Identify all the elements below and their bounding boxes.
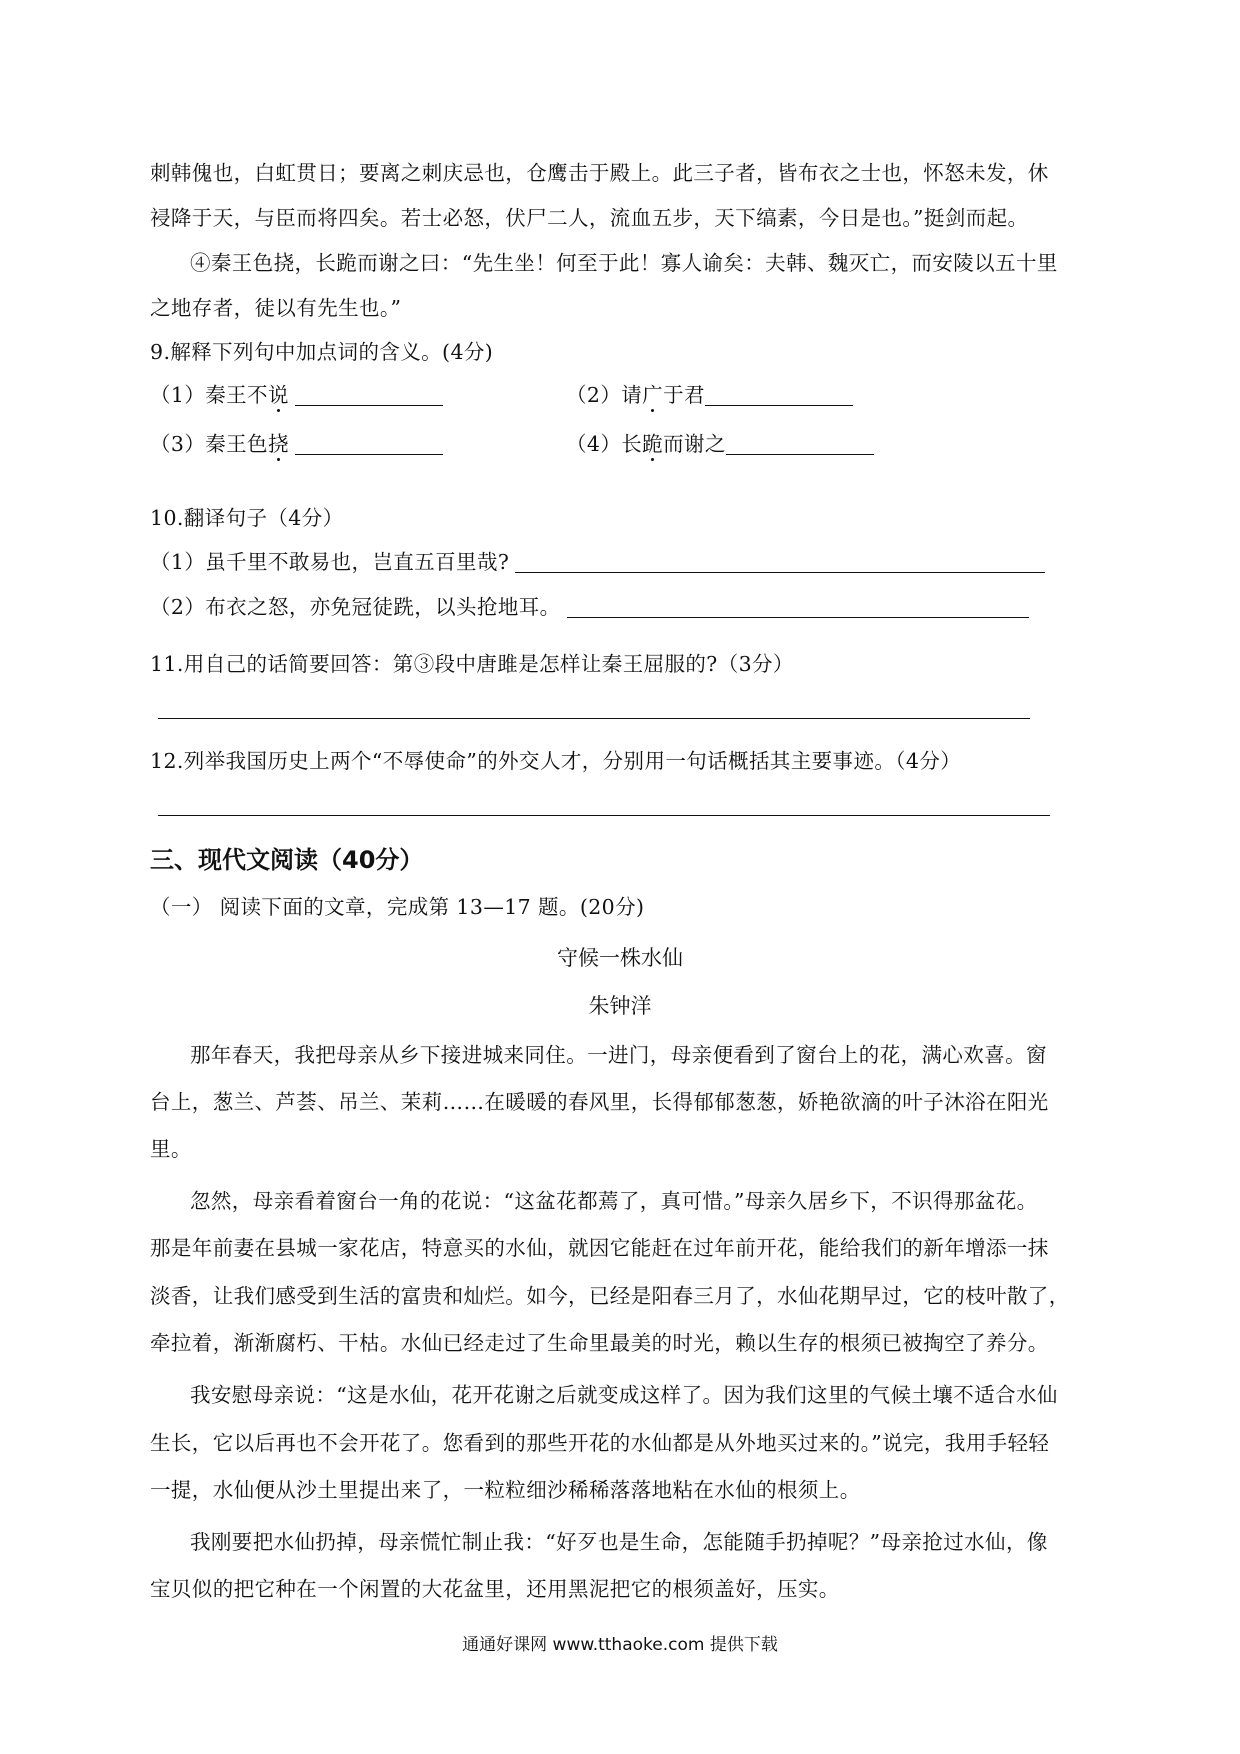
- answer-line[interactable]: [158, 815, 1050, 816]
- page-footer: 通通好课网 www.tthaoke.com 提供下载: [462, 1635, 778, 1655]
- section-heading: 三、现代文阅读（40分）: [150, 846, 424, 874]
- question-9-item-3: （3）秦王色挠: [150, 429, 480, 459]
- article-line: 忽然，母亲看着窗台一角的花说：“这盆花都蔫了，真可惜。”母亲久居乡下，不识得那盆花。: [190, 1189, 1038, 1213]
- passage-line: 刺韩傀也，白虹贯日；要离之刺庆忌也，仓鹰击于殿上。此三子者，皆布衣之士也，怀怒未发，休: [150, 161, 1049, 185]
- question-11-title: 11.用自己的话简要回答：第③段中唐雎是怎样让秦王屈服的?（3分）: [150, 652, 794, 676]
- article-line: 一提，水仙便从沙土里提出来了，一粒粒细沙稀稀落落地粘在水仙的根须上。: [150, 1478, 861, 1502]
- article-line: 那年春天，我把母亲从乡下接进城来同住。一进门，母亲便看到了窗台上的花，满心欢喜。窗: [190, 1043, 1047, 1067]
- question-9-item-4: （4）长跪而谢之: [566, 429, 906, 459]
- answer-blank[interactable]: [705, 383, 853, 406]
- article-line: 台上，葱兰、芦荟、吊兰、茉莉……在暖暖的春风里，长得郁郁葱葱，娇艳欲滴的叶子沐浴在阳光: [150, 1090, 1049, 1114]
- article-line: 里。: [150, 1137, 192, 1161]
- article-line: 淡香，让我们感受到生活的富贵和灿烂。如今，已经是阳春三月了，水仙花期早过，它的枝叶散了，: [150, 1284, 1070, 1308]
- dotted-word: 说: [267, 383, 289, 407]
- answer-line[interactable]: [158, 718, 1030, 719]
- question-10-sentence-1: （1）虽千里不敢易也，岂直五百里哉?: [150, 547, 1100, 577]
- dotted-word: 跪: [642, 432, 664, 456]
- answer-blank[interactable]: [515, 550, 1045, 573]
- answer-blank[interactable]: [567, 595, 1029, 618]
- answer-blank[interactable]: [295, 383, 443, 406]
- passage-line: 祲降于天，与臣而将四矣。若士必怒，伏尸二人，流血五步，天下缟素，今日是也。”挺剑而起。: [150, 206, 1029, 230]
- question-9-title: 9.解释下列句中加点词的含义。(4分): [150, 340, 494, 364]
- question-9-item-1: （1）秦王不说: [150, 380, 480, 410]
- article-line: 那是年前妻在县城一家花店，特意买的水仙，就因它能赶在过年前开花，能给我们的新年增添一抹: [150, 1236, 1049, 1260]
- article-author: 朱钟洋: [588, 994, 652, 1018]
- article-line: 我安慰母亲说：“这是水仙，花开花谢之后就变成这样了。因为我们这里的气候土壤不适合水仙: [190, 1383, 1058, 1407]
- answer-blank[interactable]: [726, 432, 874, 455]
- question-10-title: 10.翻译句子（4分）: [150, 506, 344, 530]
- article-line: 生长，它以后再也不会开花了。您看到的那些开花的水仙都是从外地买过来的。”说完，我用手轻轻: [150, 1431, 1050, 1455]
- dotted-word: 广: [642, 383, 664, 407]
- article-line: 牵拉着，渐渐腐朽、干枯。水仙已经走过了生命里最美的时光，赖以生存的根须已被掏空了养分。: [150, 1331, 1049, 1355]
- question-9-item-2: （2）请广于君: [566, 380, 896, 410]
- article-line: 我刚要把水仙扔掉，母亲慌忙制止我：“好歹也是生命，怎能随手扔掉呢？”母亲抢过水仙，像: [190, 1530, 1048, 1554]
- question-10-sentence-2: （2）布衣之怒，亦免冠徒跣，以头抢地耳。: [150, 592, 1100, 622]
- section-instruction: （一） 阅读下面的文章，完成第 13—17 题。(20分): [150, 895, 645, 919]
- article-line: 宝贝似的把它种在一个闲置的大花盆里，还用黑泥把它的根须盖好，压实。: [150, 1577, 840, 1601]
- answer-blank[interactable]: [295, 432, 443, 455]
- question-12-title: 12.列举我国历史上两个“不辱使命”的外交人才，分别用一句话概括其主要事迹。（4分）: [150, 749, 962, 773]
- dotted-word: 挠: [267, 432, 289, 456]
- article-title: 守候一株水仙: [557, 946, 683, 970]
- passage-line: ④秦王色挠，长跪而谢之曰：“先生坐！何至于此！寡人谕矣：夫韩、魏灭亡，而安陵以五十里: [190, 251, 1058, 275]
- passage-line: 之地存者，徒以有先生也。”: [150, 296, 402, 320]
